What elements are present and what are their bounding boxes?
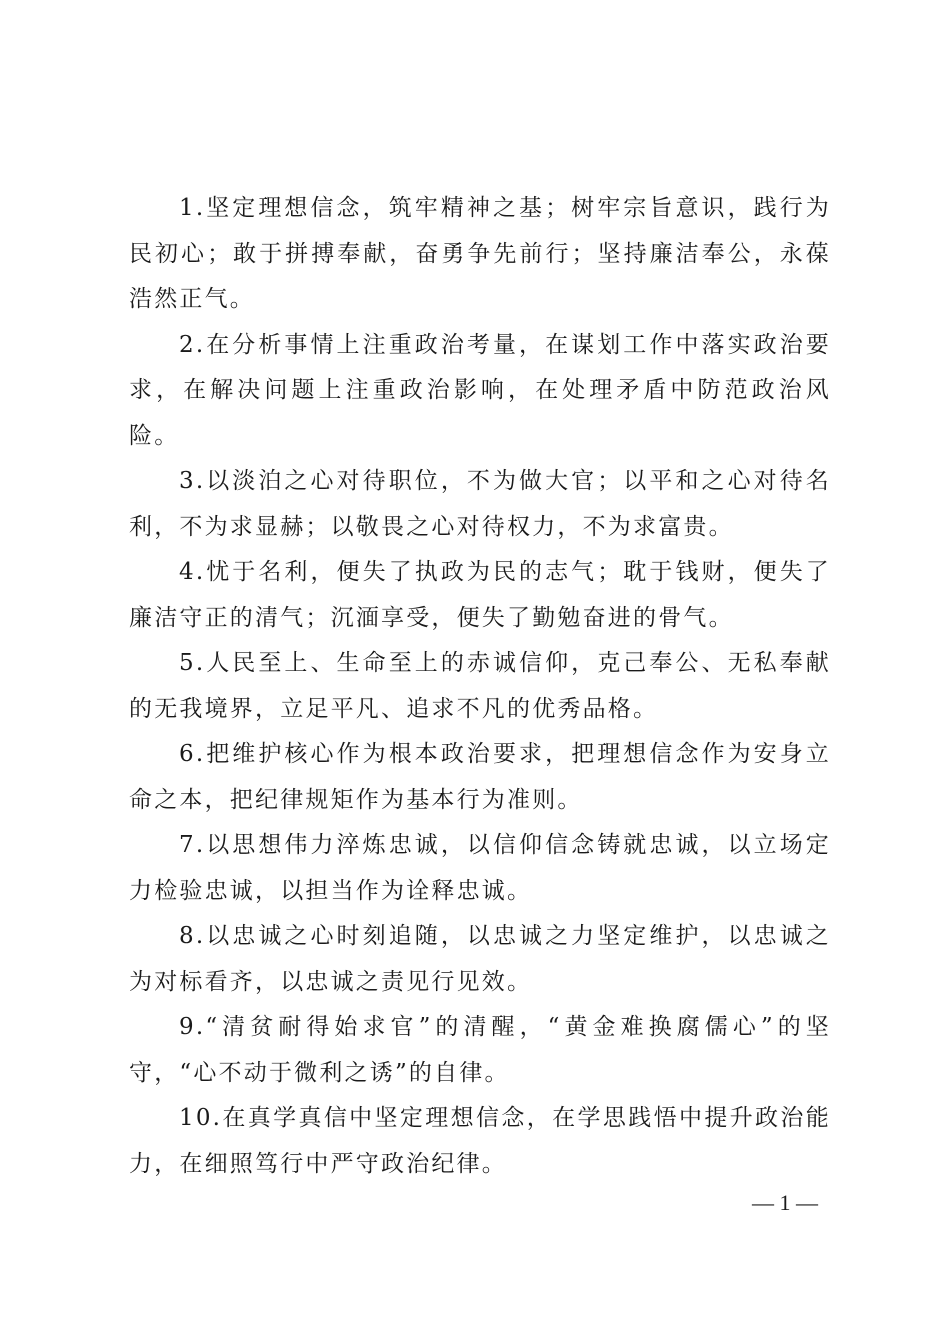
paragraph-8: 8.以忠诚之心时刻追随，以忠诚之力坚定维护，以忠诚之为对标看齐，以忠诚之责见行见效。 [129, 923, 831, 995]
paragraph-4: 4.忧于名利，便失了执政为民的志气；耽于钱财，便失了廉洁守正的清气；沉湎享受，便失了勤勉奋进的骨气。 [129, 559, 831, 631]
paragraph-10: 10.在真学真信中坚定理想信念，在学思践悟中提升政治能力，在细照笃行中严守政治纪律。 [129, 1105, 831, 1177]
paragraph-7: 7.以思想伟力淬炼忠诚，以信仰信念铸就忠诚，以立场定力检验忠诚，以担当作为诠释忠诚。 [129, 832, 831, 904]
document-body [129, 186, 831, 1187]
paragraph-9: 9.“清贫耐得始求官”的清醒，“黄金难换腐儒心”的坚守，“心不动于微利之诱”的自律。 [129, 1014, 831, 1086]
paragraph-1: 1.坚定理想信念，筑牢精神之基；树牢宗旨意识，践行为民初心；敢于拼搏奉献，奋勇争先前行；坚持廉洁奉公，永葆浩然正气。 [129, 195, 831, 312]
paragraph-6: 6.把维护核心作为根本政治要求，把理想信念作为安身立命之本，把纪律规矩作为基本行为准则。 [129, 741, 831, 813]
page-number: — 1 — [752, 1190, 818, 1215]
paragraph-2: 2.在分析事情上注重政治考量，在谋划工作中落实政治要求，在解决问题上注重政治影响，在处理矛盾中防范政治风险。 [129, 331, 831, 449]
paragraph-3: 3.以淡泊之心对待职位，不为做大官；以平和之心对待名利，不为求显赫；以敬畏之心对待权力，不为求富贵。 [129, 468, 831, 540]
paragraph-5: 5.人民至上、生命至上的赤诚信仰，克己奉公、无私奉献的无我境界，立足平凡、追求不凡的优秀品格。 [129, 650, 831, 722]
